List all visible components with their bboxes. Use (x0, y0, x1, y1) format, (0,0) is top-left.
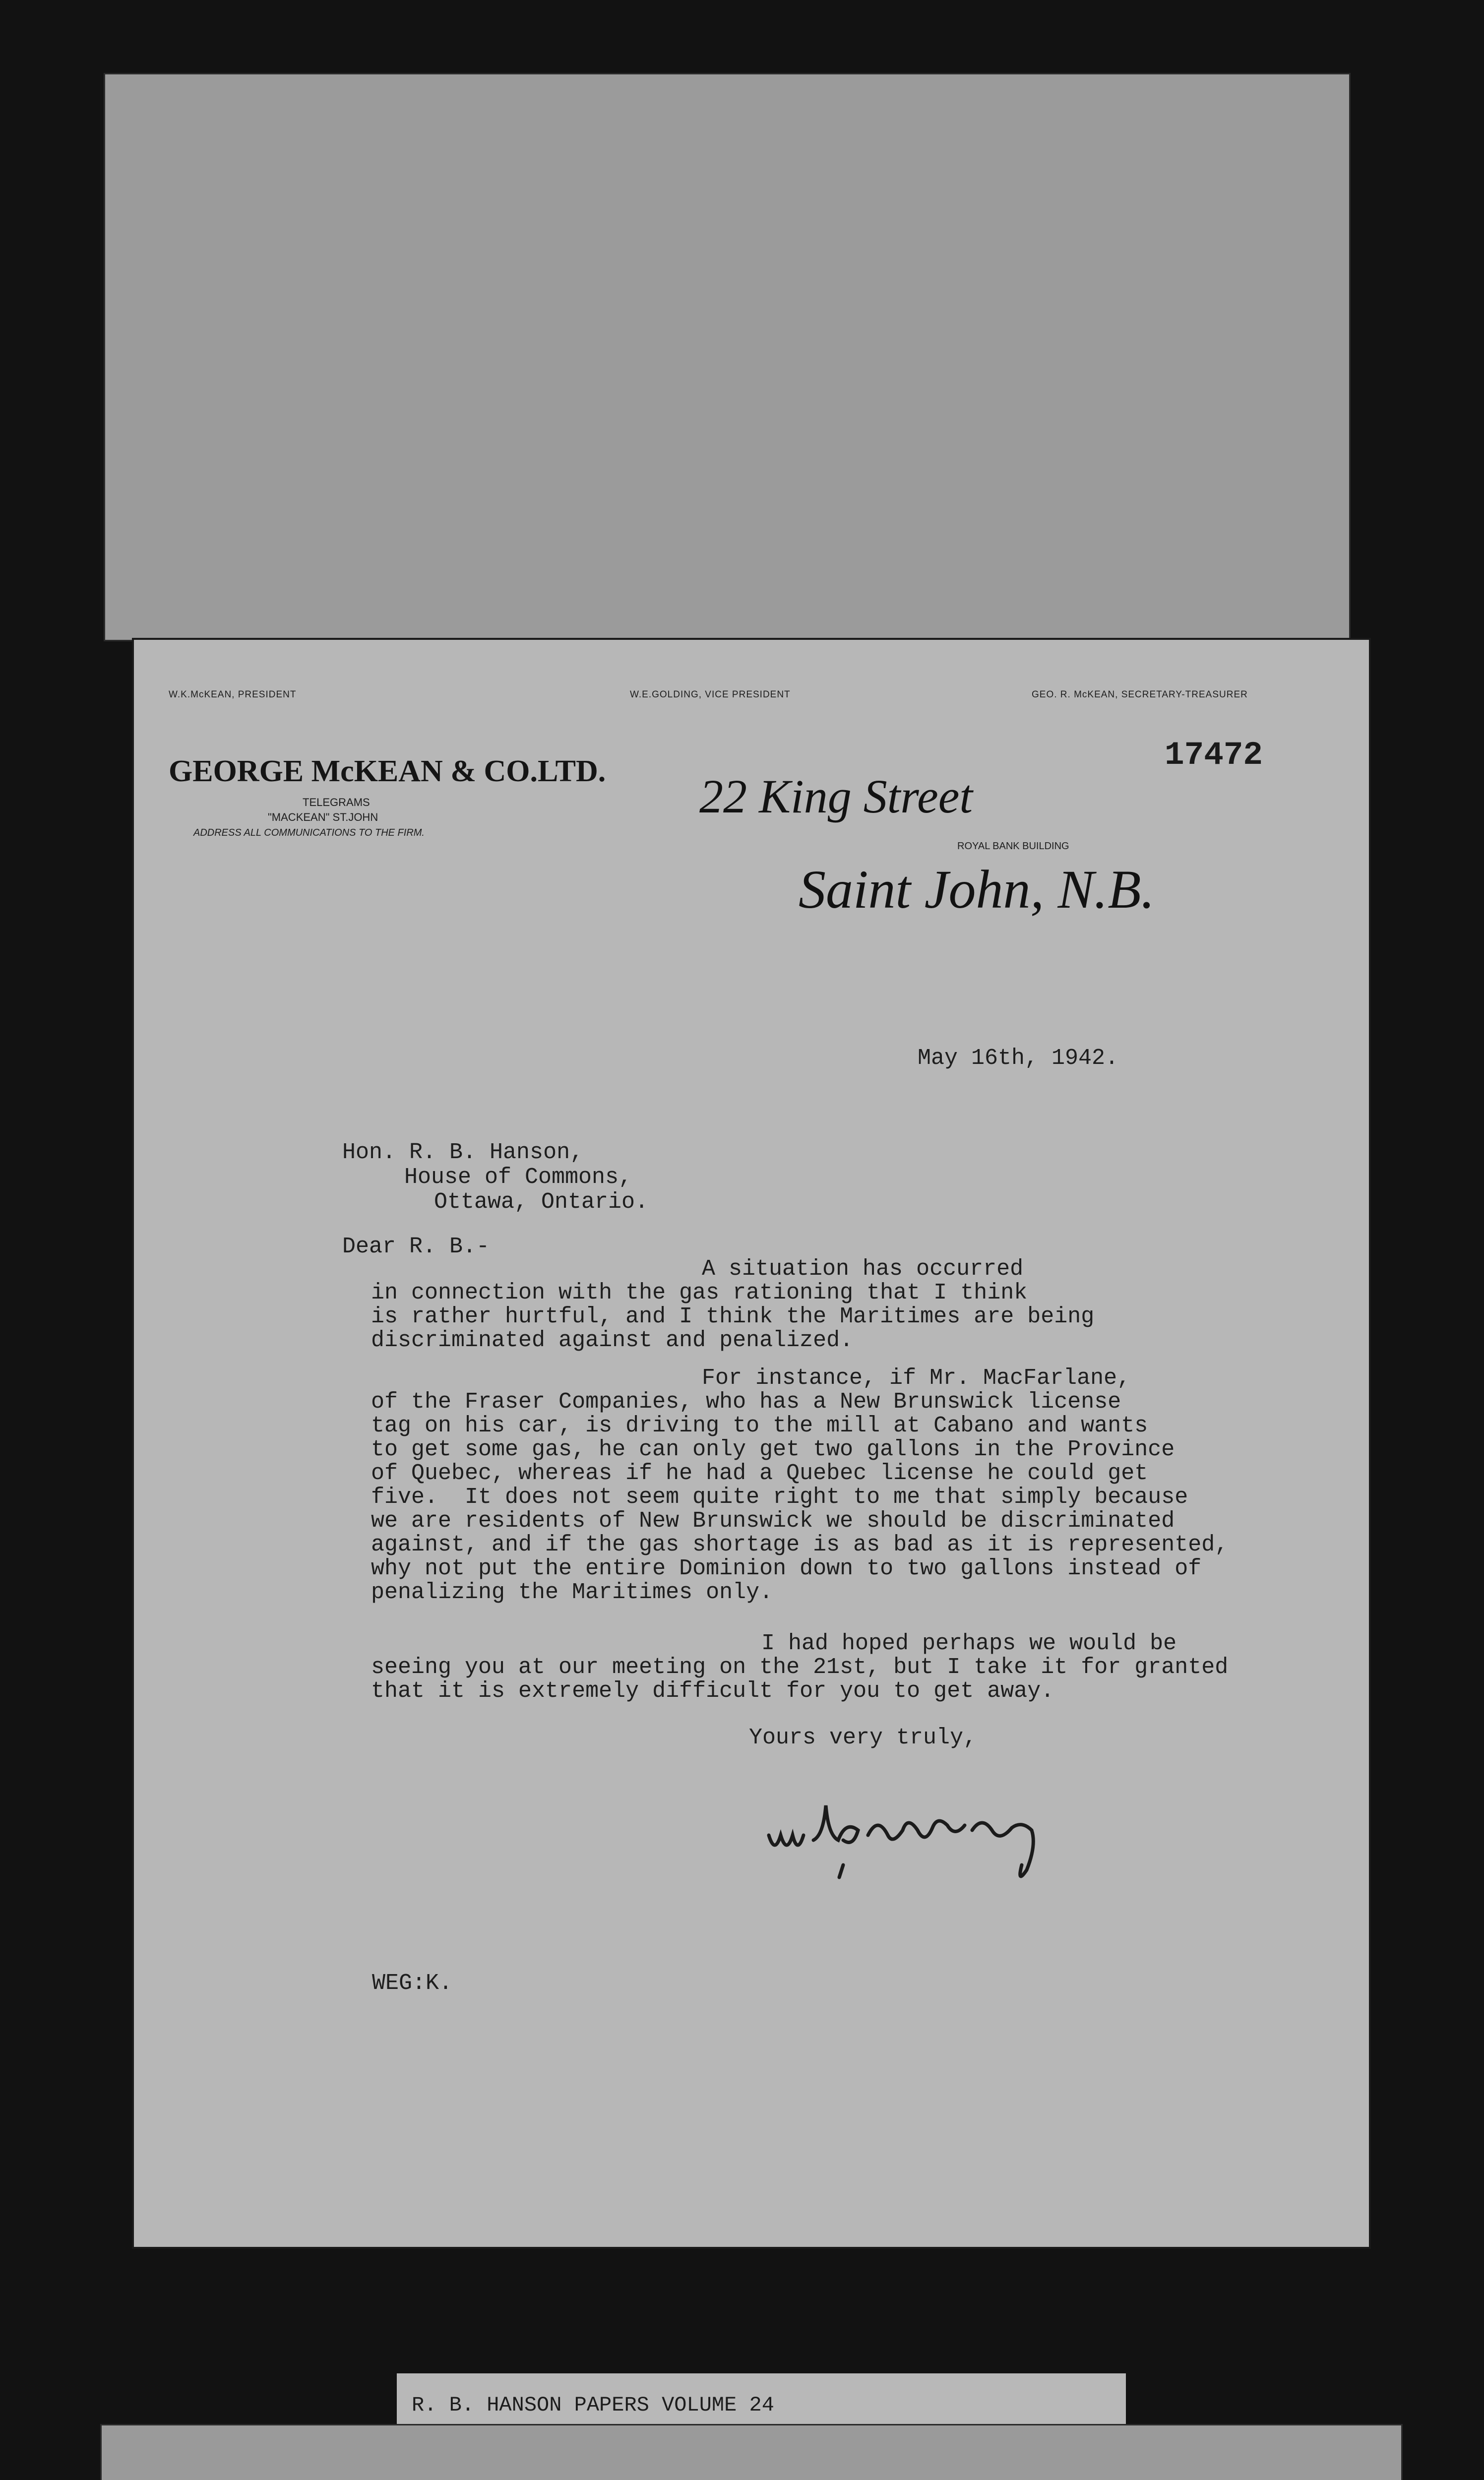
recipient-line-2: House of Commons, (404, 1165, 632, 1190)
company-name: GEORGE McKEAN & CO.LTD. (169, 754, 606, 788)
paragraph-1-line-4: discriminated against and penalized. (371, 1328, 854, 1353)
paragraph-2-line-5: of Quebec, whereas if he had a Quebec license he could get (371, 1461, 1148, 1486)
building-name: ROYAL BANK BUILDING (957, 841, 1069, 852)
salutation: Dear R. B.- (342, 1234, 490, 1259)
backing-sheet (105, 74, 1349, 640)
paragraph-2-line-4: to get some gas, he can only get two gallons in the Province (371, 1437, 1175, 1462)
paragraph-2-line-1: For instance, if Mr. MacFarlane, (702, 1365, 1131, 1391)
paragraph-2-line-10: penalizing the Maritimes only. (371, 1580, 773, 1605)
paragraph-1-line-3: is rather hurtful, and I think the Maritimes are being (371, 1304, 1095, 1329)
telegram-address: "MACKEAN" ST.JOHN (268, 811, 378, 823)
typist-initials: WEG:K. (372, 1971, 453, 1996)
street-address: 22 King Street (699, 770, 973, 823)
paragraph-1-line-2: in connection with the gas rationing that I think (371, 1280, 1028, 1305)
file-number: 17472 (1165, 737, 1263, 774)
paragraph-2-line-8: against, and if the gas shortage is as bad as it is represented, (371, 1532, 1229, 1557)
paragraph-1-line-1: A situation has occurred (702, 1256, 1024, 1282)
letterhead-secretary: GEO. R. McKEAN, SECRETARY-TREASURER (1032, 689, 1248, 700)
recipient-line-3: Ottawa, Ontario. (434, 1189, 649, 1215)
paragraph-3-line-1: I had hoped perhaps we would be (761, 1631, 1177, 1656)
letter-page (134, 640, 1369, 2247)
paragraph-2-line-9: why not put the entire Dominion down to two gallons instead of (371, 1556, 1202, 1581)
paragraph-2-line-2: of the Fraser Companies, who has a New Brunswick license (371, 1389, 1121, 1415)
paragraph-2-line-6: five. It does not seem quite right to me that simply because (371, 1485, 1188, 1510)
address-note: ADDRESS ALL COMMUNICATIONS TO THE FIRM. (193, 827, 425, 838)
handwritten-signature (759, 1781, 1106, 1895)
paragraph-2-line-3: tag on his car, is driving to the mill at Cabano and wants (371, 1413, 1148, 1438)
letterhead-vice-president: W.E.GOLDING, VICE PRESIDENT (630, 689, 791, 700)
paragraph-3-line-2: seeing you at our meeting on the 21st, but I take it for granted (371, 1655, 1229, 1680)
paragraph-3-line-3: that it is extremely difficult for you to get away. (371, 1678, 1054, 1704)
telegrams-label: TELEGRAMS (303, 796, 370, 808)
recipient-line-1: Hon. R. B. Hanson, (342, 1140, 584, 1165)
volume-slip (397, 2373, 1126, 2433)
city-address: Saint John, N.B. (799, 859, 1155, 920)
letter-date: May 16th, 1942. (918, 1046, 1119, 1071)
paragraph-2-line-7: we are residents of New Brunswick we should be discriminated (371, 1508, 1175, 1534)
archive-stamp (102, 2425, 1401, 2480)
closing: Yours very truly, (749, 1725, 977, 1750)
volume-label: R. B. HANSON PAPERS VOLUME 24 (412, 2393, 774, 2417)
letterhead-president: W.K.McKEAN, PRESIDENT (169, 689, 297, 700)
